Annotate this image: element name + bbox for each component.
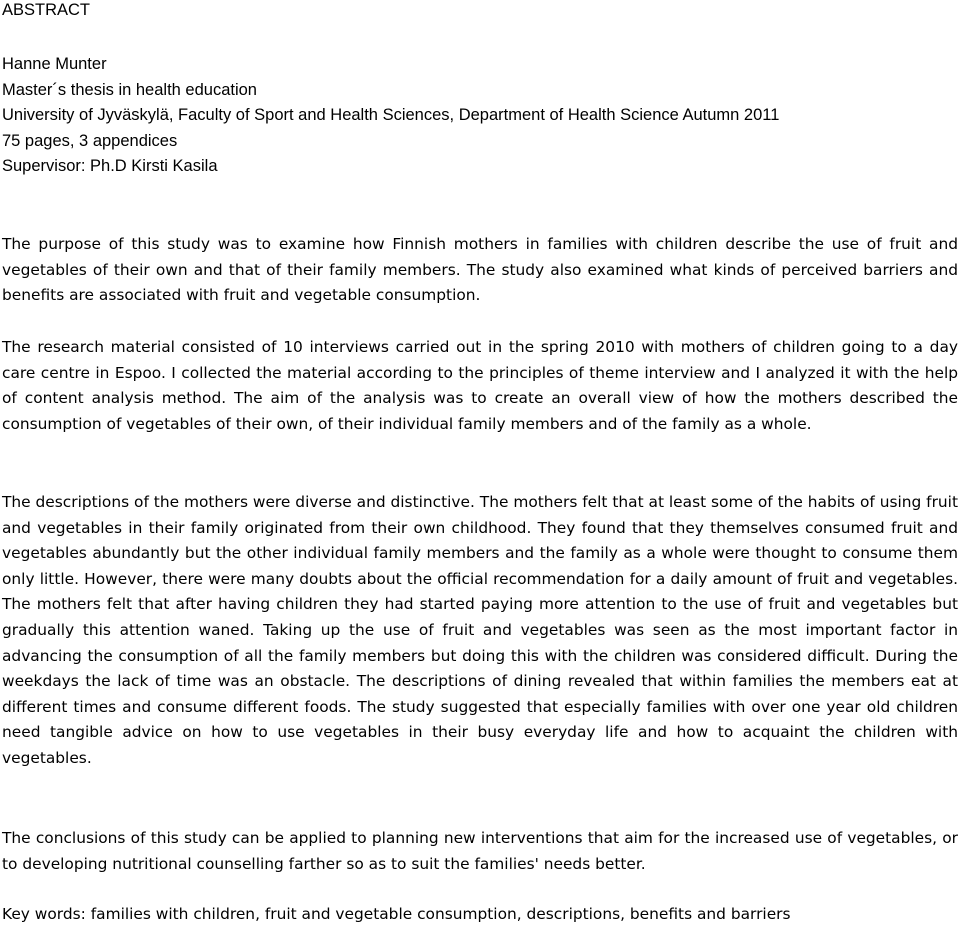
institution: University of Jyväskylä, Faculty of Sport and Health Sciences, Department of Health Science Autumn 2011 [2,106,780,125]
author-name: Hanne Munter [2,55,107,73]
supervisor: Supervisor: Ph.D Kirsti Kasila [2,157,218,176]
abstract-paragraph-conclusions: The conclusions of this study can be applied to planning new interventions that aim for the increased use of vegetables, or to developing nutritional counselling farther so as to suit the families' needs better. [2,829,958,873]
page-count: 75 pages, 3 appendices [2,131,178,150]
abstract-heading: ABSTRACT [2,1,91,19]
abstract-paragraph-results: The descriptions of the mothers were diverse and distinctive. The mothers felt that at least some of the habits of using fruit and vegetables in their family originated from their own childhood. They found that they themselves consumed fruit and vegetables abundantly but the other individual family members and the family as a whole were thought to consume them only little. However, there were many doubts about the official recommendation for a daily amount of fruit and vegetables. The mothers felt that after having children they had started paying more attention to the use of fruit and vegetables but gradually this attention waned. Taking up the use of fruit and vegetables was seen as the most important factor in advancing the consumption of all the family members but doing this with the children was considered difficult. During the weekdays the lack of time was an obstacle. The descriptions of dining revealed that within families the members eat at different times and consume different foods. The study suggested that especially families with over one year old children need tangible advice on how to use vegetables in their busy everyday life and how to acquaint the children with vegetables. [2,493,958,767]
thesis-type: Master´s thesis in health education [2,80,257,99]
keywords: Key words: families with children, fruit and vegetable consumption, descriptions, benefits and barriers [2,905,791,923]
abstract-paragraph-purpose: The purpose of this study was to examine how Finnish mothers in families with children describe the use of fruit and vegetables of their own and that of their family members. The study also examined what kinds of perceived barriers and benefits are associated with fruit and vegetable consumption. [2,235,958,305]
abstract-paragraph-method: The research material consisted of 10 interviews carried out in the spring 2010 with mothers of children going to a day care centre in Espoo. I collected the material according to the principles of theme interview and I analyzed it with the help of content analysis method. The aim of the analysis was to create an overall view of how the mothers described the consumption of vegetables of their own, of their individual family members and of the family as a whole. [2,338,958,433]
thesis-meta [2,52,779,180]
